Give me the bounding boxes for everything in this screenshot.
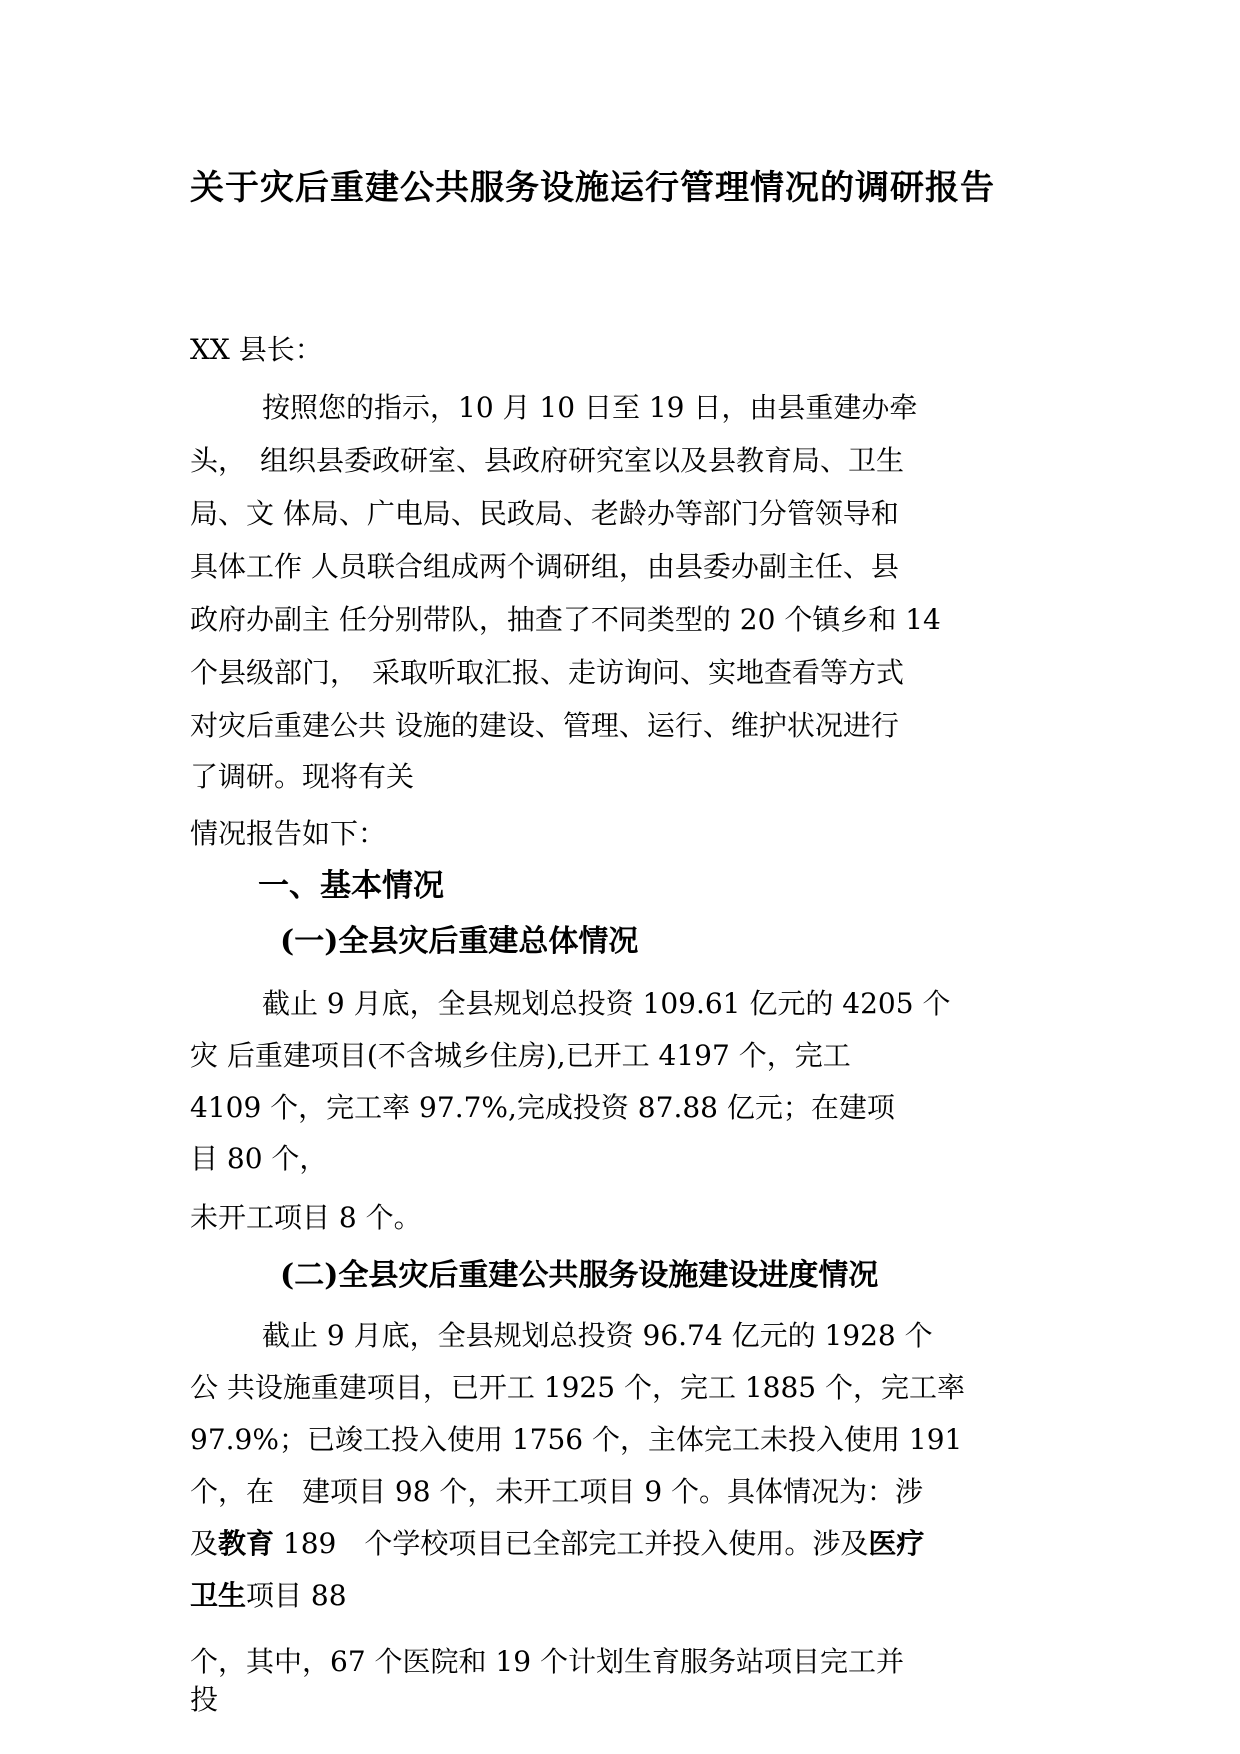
paragraph-line: 灾 后重建项目(不含城乡住房),已开工 4197 个，完工 <box>190 1039 851 1072</box>
paragraph-line: 截止 9 月底，全县规划总投资 109.61 亿元的 4205 个 <box>262 987 951 1020</box>
salutation: XX 县长： <box>190 333 323 366</box>
paragraph-line: 公 共设施重建项目，已开工 1925 个，完工 1885 个，完工率 <box>190 1371 966 1404</box>
paragraph-line: 目 80 个， <box>190 1142 328 1175</box>
bold-term-education: 教育 <box>218 1527 275 1560</box>
bold-term-health: 卫生 <box>190 1579 247 1612</box>
paragraph-line: 个，其中，67 个医院和 19 个计划生育服务站项目完工并 <box>190 1645 904 1678</box>
paragraph-line: 局、文 体局、广电局、民政局、老龄办等部门分管领导和 <box>190 497 899 530</box>
bold-term-medical: 医疗 <box>868 1527 925 1560</box>
text-span: 项目 88 <box>246 1579 347 1612</box>
text-span: 及 <box>190 1527 219 1560</box>
subsection-heading: (二)全县灾后重建公共服务设施建设进度情况 <box>280 1258 879 1293</box>
paragraph-line: 个，在 建项目 98 个，未开工项目 9 个。具体情况为：涉 <box>190 1475 924 1508</box>
paragraph-line: 具体工作 人员联合组成两个调研组，由县委办副主任、县 <box>190 550 899 583</box>
paragraph-line: 政府办副主 任分别带队，抽查了不同类型的 20 个镇乡和 14 <box>190 603 941 636</box>
paragraph-line: 投 <box>190 1683 219 1716</box>
section-heading: 一、基本情况 <box>258 868 444 904</box>
paragraph-line: 按照您的指示，10 月 10 日至 19 日，由县重建办牵 <box>262 391 918 424</box>
paragraph-line: 了调研。现将有关 <box>190 760 415 793</box>
paragraph-line: 头， 组织县委政研室、县政府研究室以及县教育局、卫生 <box>190 444 905 477</box>
paragraph-line: 对灾后重建公共 设施的建设、管理、运行、维护状况进行 <box>190 709 899 742</box>
text-span: 189 个学校项目已全部完工并投入使用。涉及 <box>274 1527 869 1560</box>
subsection-heading: (一)全县灾后重建总体情况 <box>280 924 639 959</box>
paragraph-line: 4109 个，完工率 97.7%,完成投资 87.88 亿元；在建项 <box>190 1091 895 1124</box>
paragraph-line: 截止 9 月底，全县规划总投资 96.74 亿元的 1928 个 <box>262 1319 933 1352</box>
page-title: 关于灾后重建公共服务设施运行管理情况的调研报告 <box>190 168 995 208</box>
paragraph-line-mixed <box>190 1522 924 1562</box>
paragraph-line: 97.9%；已竣工投入使用 1756 个，主体完工未投入使用 191 <box>190 1423 963 1456</box>
paragraph-line-mixed <box>190 1574 347 1614</box>
paragraph-line: 未开工项目 8 个。 <box>190 1201 422 1234</box>
paragraph-line: 情况报告如下： <box>190 817 387 850</box>
paragraph-line: 个县级部门， 采取听取汇报、走访询问、实地查看等方式 <box>190 656 905 689</box>
